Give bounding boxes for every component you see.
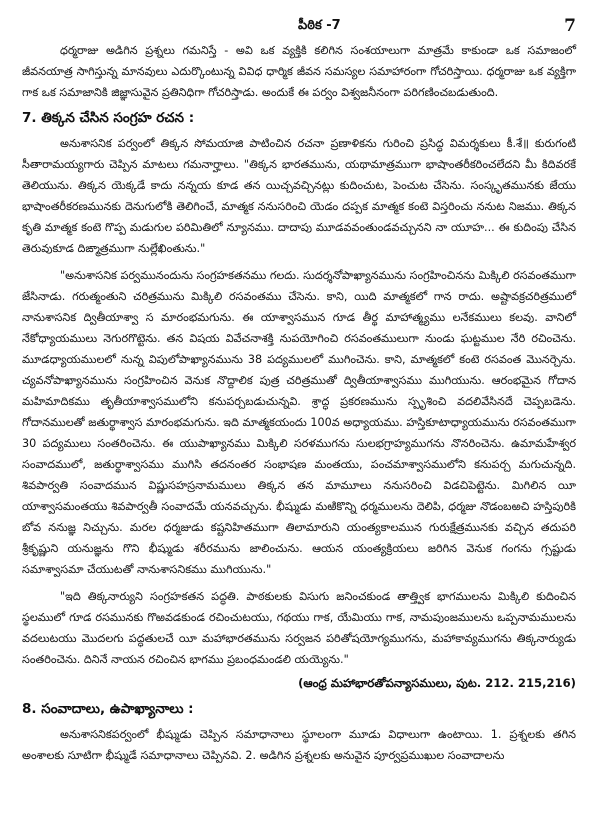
section-7-paragraph: అనుశాసనిక పర్వంలో తిక్కన సోమయాజి పాటించిన రచనా ప్రణాళికను గురించి ప్రసిద్ధ విమర్శకులు కీ.శే॥ కురుగంటి సీతారామయ్యగారు చెప్పిన మాటలు గమనార్హాలు. "తిక్కన భారతమును, యథామాత్రముగా భాషాంతరీకరించలేదని మీ కిదివరకే తెలియును. తిక్కన యెక్కడే కాదు నన్నయ కూడ తన యిచ్చవచ్చినట్లు కుదించుట, పెంచుట చేసెను. సంస్కృతమునకు జేయు భాషాంతరీకరణమునకు దెనుగులోకి తెలిగించే, మాత్మక ననుసరించి యెడం దప్పక మాత్మక కంటె విస్తరించు ననుట నిజము. తిక్కన కృతి మాత్మక కంటె గొప్ప మడుగుల పరిమితిలో న్యూనము. దాదాపు మూడవవంతుండవచ్చునని నా యూహ... ఈ కుదింపు చేసిన తెరువుకూడ దిఙ్మాత్రముగా నుల్లేఖింతును."	[22, 137, 576, 255]
running-title: పీఠిక -7	[298, 18, 341, 33]
section-8-paragraph: అనుశాసనికపర్వంలో భీష్ముడు చెప్పిన సమాధానాలు స్థూలంగా మూడు విధాలుగా ఉంటాయి. 1. ప్రశ్నలకు తగిన అంశాలకు సూటిగా భీష్ముడే సమాధానాలు చెప్పినవి. 2. అడిగిన ప్రశ్నలకు అనువైన పూర్వప్రముఖుల సంవాదాలను	[22, 728, 576, 762]
page-number: 7	[564, 16, 576, 36]
intro-paragraph: ధర్మరాజు అడిగిన ప్రశ్నలు గమనిస్తే - అవి ఒక వ్యక్తికి కలిగిన సంశయాలుగా మాత్రమే కాకుండా ఒక సమాజంలో జీవనయాత్ర సాగిస్తున్న మానవులు ఎదుర్కొంటున్న వివిధ ధార్మిక జీవన సమస్యల సమాహారంగా గోచరిస్తాయి. ధర్మరాజు ఒక వ్యక్తిగా గాక ఒక సమాజానికి జిజ్ఞాసువైన ప్రతినిధిగా గోచరిస్తాడు. అందుకే ఈ పర్వం విశ్వజనీనంగా పరిగణించబడుతుంది.	[22, 44, 576, 99]
page-header	[22, 0, 576, 40]
section-7-heading: 7. తిక్కన చేసిన సంగ్రహ రచన :	[22, 110, 195, 126]
citation: (ఆంధ్ర మహాభారతోపన్యాసములు, పుట. 212. 215,216)	[298, 676, 576, 690]
quote-paragraph-2: "ఇది తిక్కనార్యుని సంగ్రహకతన పద్ధతి. పాఠకులకు విసుగు జనించకుండ తాత్త్విక భాగములను మిక్కిలి కుదించిన స్థలములో గూడ రసమునకు గొఱవడకుండ రచించుటయు, గథయు గాక, యేమియు గాక, నామపుంజములను ఒప్పనామములను వదలుటయు మొదలగు పద్ధతులచే యీ మహాభారతమును సర్వజన పరితోషయోగ్యముగను, మహాకావ్యముగను తిక్కనార్యుడు సంతరించెను. దినినే నాయన రచించిన భాగము ప్రబంధమండలి యయ్యెను."	[22, 590, 576, 666]
section-8-heading: 8. సంవాదాలు, ఉపాఖ్యానాలు :	[22, 701, 194, 717]
quote-paragraph-1: "అనుశాసనిక పర్వమునందును సంగ్రహకతనము గలదు. సుదర్శనోపాఖ్యానమును సంగ్రహించినను మిక్కిలి రసవంతముగా జేసినాడు. గరుత్మంతుని చరిత్రమును మిక్కిలి రసవంతము చేసెను. కాని, యిది మాత్మకలో గాన రాదు. అష్టావక్రచరిత్రములో నానుశాసనిక ద్వితీయాశ్వా స మారంభమగును. ఈ యాశ్వాసమున గూడ తీర్థ మాహాత్మ్యము లనేకములు కలవు. వానిలో నేకోధ్యాయములు నెగురగొట్టెను. తన విషయ వివేచనాశక్తి నుపయోగించి రసవంతములుగా నుండు ఘట్టముల నేరి రచించెను. మూడధ్యాయములలో నున్న విపులోపాఖ్యానమును 38 పద్యములలో ముగించెను. కాని, మాత్మకలో కంటె రసవంత మొనర్చెను. చ్యవనోపాఖ్యానమును సంగ్రహించిన వెనుక నొద్దాలిక పుత్ర చరిత్రముతో ద్వితీయాశ్వాసము ముగియును. ఆరంభమైన గోదాన మహిమాదికము తృతీయాశ్వాసములోని కనుపర్చబడుచున్నవి. శ్రాద్ధ ప్రకరణమును స్పృశించి వదలివేసినదే చెప్పబడెను. గోదానములతో జతుర్థాశ్వాస మారంభమగును. ఇది మాత్మకయందు 100వ అధ్యాయము. హస్తికూటాధ్యాయమును రసవంతముగా 30 పద్యములు సంతరించెను. ఈ యుపాఖ్యానము మిక్కిలి సరళముగను సులభగ్రాహ్యముగను నొనరించెను. ఉమామహేశ్వర సంవాదములో, జతుర్థాశ్వాసము ముగిసి తదనంతర సంభాషణ మంతయు, పంచమాశ్వాసములోని కనుపర్చ మగుచున్నది. శివపార్వతి సంవాదమున విష్ణుసహస్రనామములు తిక్కన తన మామూలు ననుసరించి విడచిపెట్టెను. మిగిలిన యీ యాశ్వాసమంతయు శివపార్వతీ సంవాదమే యనవచ్చును. భీష్ముడు మఱికొన్ని ధర్మములను దెలిపి, ధర్మజు నొడంబఱచి హస్తిపురికి బోవ ననుజ్ఞ నిచ్చును. మరల ధర్మజుడు కష్టనిహితముగా తిలామారుని యంత్యకాలమున గురుక్షేత్రమునకు వచ్చిన తదుపరి శ్రీకృష్ణుని యనుజ్ఞను గొని భీష్ముడు శరీరమును జాలించును. ఆయన యంత్యక్రియలు జరిగిన వెనుక గంగను గ్సష్టుడు సమాశ్వాసమా చేయుటతో నానుశాసనికము ముగియును."	[22, 269, 576, 576]
